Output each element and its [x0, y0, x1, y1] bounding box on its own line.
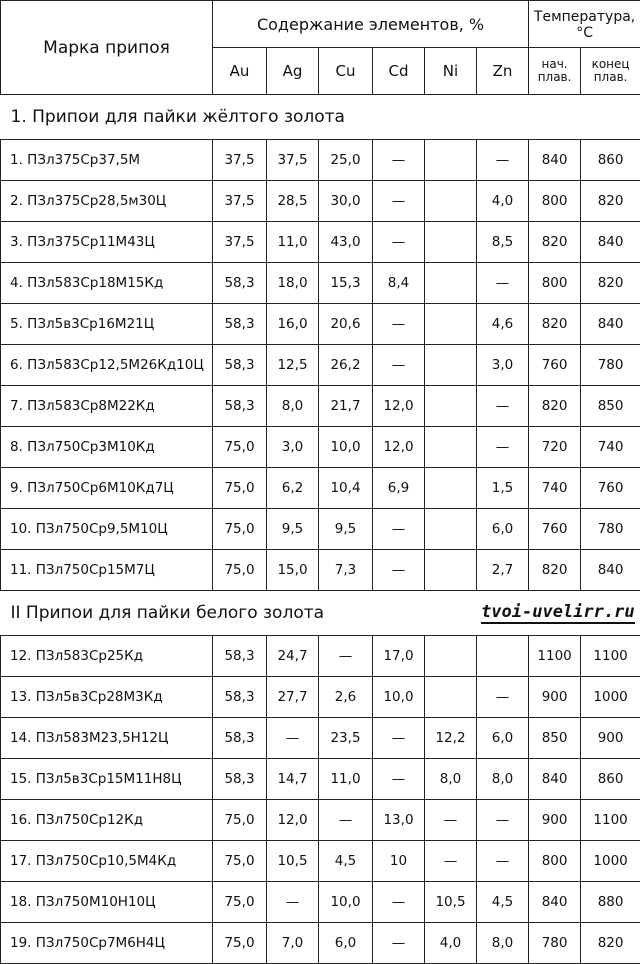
- cell-brand: 16. ПЗл750Ср12Кд: [1, 800, 213, 841]
- cell-cu: 6,0: [319, 923, 373, 964]
- cell-cu: 10,4: [319, 468, 373, 509]
- cell-ni: [425, 304, 477, 345]
- section-white-gold: [1, 591, 640, 636]
- cell-cd: 10,0: [373, 677, 425, 718]
- cell-au: 58,3: [213, 304, 267, 345]
- cell-ni: [425, 636, 477, 677]
- cell-ag: 8,0: [267, 386, 319, 427]
- cell-cd: 17,0: [373, 636, 425, 677]
- cell-brand: 12. ПЗл583Ср25Кд: [1, 636, 213, 677]
- cell-au: 75,0: [213, 800, 267, 841]
- cell-au: 37,5: [213, 140, 267, 181]
- table-row: [1, 841, 640, 882]
- cell-brand: 2. ПЗл375Ср28,5м30Ц: [1, 181, 213, 222]
- cell-t1: 1100: [529, 636, 581, 677]
- melt-end-header: конец плав.: [581, 48, 640, 95]
- cell-cd: —: [373, 222, 425, 263]
- cell-t2: 740: [581, 427, 640, 468]
- table-row: [1, 718, 640, 759]
- cell-ag: 24,7: [267, 636, 319, 677]
- cell-ni: [425, 509, 477, 550]
- cell-t2: 820: [581, 263, 640, 304]
- temperature-column-header: Температура, °С: [529, 1, 640, 48]
- cell-t1: 820: [529, 550, 581, 591]
- element-header-ni: Ni: [425, 48, 477, 95]
- cell-au: 58,3: [213, 345, 267, 386]
- table-row: [1, 222, 640, 263]
- cell-au: 75,0: [213, 427, 267, 468]
- cell-zn: —: [477, 800, 529, 841]
- cell-t1: 820: [529, 222, 581, 263]
- cell-cd: 12,0: [373, 427, 425, 468]
- cell-zn: —: [477, 263, 529, 304]
- cell-zn: 8,0: [477, 759, 529, 800]
- element-header-cu: Cu: [319, 48, 373, 95]
- cell-au: 75,0: [213, 923, 267, 964]
- cell-t2: 900: [581, 718, 640, 759]
- table-row: [1, 386, 640, 427]
- cell-ag: —: [267, 718, 319, 759]
- cell-zn: 3,0: [477, 345, 529, 386]
- cell-zn: 6,0: [477, 509, 529, 550]
- cell-ag: 16,0: [267, 304, 319, 345]
- cell-cu: —: [319, 636, 373, 677]
- cell-cd: —: [373, 718, 425, 759]
- section-title: 1. Припои для пайки жёлтого золота: [11, 107, 345, 127]
- cell-cd: —: [373, 923, 425, 964]
- table-row: [1, 677, 640, 718]
- cell-ag: 27,7: [267, 677, 319, 718]
- cell-ni: [425, 181, 477, 222]
- cell-cd: —: [373, 509, 425, 550]
- cell-ni: —: [425, 841, 477, 882]
- cell-cd: 8,4: [373, 263, 425, 304]
- cell-cd: 13,0: [373, 800, 425, 841]
- cell-t1: 740: [529, 468, 581, 509]
- table-row: [1, 304, 640, 345]
- table-row: [1, 636, 640, 677]
- cell-zn: 4,6: [477, 304, 529, 345]
- cell-t1: 840: [529, 882, 581, 923]
- cell-ag: 37,5: [267, 140, 319, 181]
- cell-t1: 900: [529, 677, 581, 718]
- cell-cd: —: [373, 140, 425, 181]
- cell-cu: 2,6: [319, 677, 373, 718]
- melt-start-header: нач. плав.: [529, 48, 581, 95]
- cell-au: 58,3: [213, 636, 267, 677]
- cell-cd: —: [373, 181, 425, 222]
- table-row: [1, 759, 640, 800]
- cell-zn: —: [477, 386, 529, 427]
- cell-ni: 10,5: [425, 882, 477, 923]
- cell-ag: 15,0: [267, 550, 319, 591]
- cell-cu: 43,0: [319, 222, 373, 263]
- cell-zn: 4,0: [477, 181, 529, 222]
- cell-brand: 17. ПЗл750Ср10,5М4Кд: [1, 841, 213, 882]
- cell-cd: —: [373, 550, 425, 591]
- cell-t2: 840: [581, 222, 640, 263]
- section-title: II Припои для пайки белого золота: [11, 603, 325, 623]
- cell-cu: 23,5: [319, 718, 373, 759]
- cell-brand: 4. ПЗл583Ср18М15Кд: [1, 263, 213, 304]
- cell-ni: 8,0: [425, 759, 477, 800]
- cell-brand: 3. ПЗл375Ср11М43Ц: [1, 222, 213, 263]
- cell-brand: 11. ПЗл750Ср15М7Ц: [1, 550, 213, 591]
- table-row: [1, 140, 640, 181]
- cell-au: 58,3: [213, 386, 267, 427]
- element-header-cd: Cd: [373, 48, 425, 95]
- cell-au: 37,5: [213, 222, 267, 263]
- cell-cu: 26,2: [319, 345, 373, 386]
- cell-t2: 780: [581, 509, 640, 550]
- cell-zn: —: [477, 677, 529, 718]
- cell-brand: 14. ПЗл583М23,5Н12Ц: [1, 718, 213, 759]
- cell-cu: —: [319, 800, 373, 841]
- cell-cu: 9,5: [319, 509, 373, 550]
- cell-ni: [425, 468, 477, 509]
- cell-t2: 820: [581, 181, 640, 222]
- cell-cu: 25,0: [319, 140, 373, 181]
- cell-t2: 1100: [581, 800, 640, 841]
- cell-ag: —: [267, 882, 319, 923]
- cell-cd: —: [373, 304, 425, 345]
- cell-ni: [425, 222, 477, 263]
- element-header-au: Au: [213, 48, 267, 95]
- cell-cd: —: [373, 345, 425, 386]
- cell-ag: 14,7: [267, 759, 319, 800]
- cell-zn: 4,5: [477, 882, 529, 923]
- table-row: [1, 800, 640, 841]
- cell-cu: 4,5: [319, 841, 373, 882]
- cell-au: 75,0: [213, 841, 267, 882]
- cell-cu: 15,3: [319, 263, 373, 304]
- cell-brand: 18. ПЗл750М10Н10Ц: [1, 882, 213, 923]
- cell-ag: 7,0: [267, 923, 319, 964]
- cell-cd: —: [373, 882, 425, 923]
- cell-cu: 7,3: [319, 550, 373, 591]
- cell-ni: —: [425, 800, 477, 841]
- cell-t2: 860: [581, 140, 640, 181]
- cell-t1: 840: [529, 140, 581, 181]
- cell-ag: 3,0: [267, 427, 319, 468]
- cell-ag: 11,0: [267, 222, 319, 263]
- cell-ni: 12,2: [425, 718, 477, 759]
- cell-t1: 820: [529, 304, 581, 345]
- table-row: [1, 923, 640, 964]
- cell-t1: 840: [529, 759, 581, 800]
- cell-au: 75,0: [213, 509, 267, 550]
- cell-ag: 18,0: [267, 263, 319, 304]
- cell-au: 75,0: [213, 550, 267, 591]
- cell-t2: 780: [581, 345, 640, 386]
- cell-ni: [425, 345, 477, 386]
- cell-au: 58,3: [213, 759, 267, 800]
- cell-zn: 8,5: [477, 222, 529, 263]
- cell-t2: 1100: [581, 636, 640, 677]
- cell-brand: 5. ПЗл5в3Ср16М21Ц: [1, 304, 213, 345]
- cell-ni: 4,0: [425, 923, 477, 964]
- cell-t1: 760: [529, 345, 581, 386]
- cell-ni: [425, 427, 477, 468]
- table-row: [1, 468, 640, 509]
- cell-cd: —: [373, 759, 425, 800]
- cell-ni: [425, 550, 477, 591]
- cell-brand: 9. ПЗл750Ср6М10Кд7Ц: [1, 468, 213, 509]
- section-yellow-gold: [1, 95, 640, 140]
- cell-au: 37,5: [213, 181, 267, 222]
- cell-t1: 850: [529, 718, 581, 759]
- cell-zn: 2,7: [477, 550, 529, 591]
- cell-t2: 820: [581, 923, 640, 964]
- cell-cd: 6,9: [373, 468, 425, 509]
- table-row: [1, 263, 640, 304]
- cell-au: 75,0: [213, 882, 267, 923]
- cell-t1: 800: [529, 263, 581, 304]
- cell-cu: 10,0: [319, 427, 373, 468]
- cell-au: 58,3: [213, 718, 267, 759]
- cell-t2: 760: [581, 468, 640, 509]
- cell-zn: 6,0: [477, 718, 529, 759]
- element-header-zn: Zn: [477, 48, 529, 95]
- cell-brand: 10. ПЗл750Ср9,5М10Ц: [1, 509, 213, 550]
- cell-brand: 1. ПЗл375Ср37,5М: [1, 140, 213, 181]
- cell-cu: 20,6: [319, 304, 373, 345]
- site-watermark: tvoi-uvelirr.ru: [481, 603, 635, 624]
- table-row: [1, 550, 640, 591]
- cell-cd: 10: [373, 841, 425, 882]
- cell-ni: [425, 677, 477, 718]
- cell-ag: 6,2: [267, 468, 319, 509]
- cell-zn: —: [477, 427, 529, 468]
- cell-t1: 800: [529, 841, 581, 882]
- table-row: [1, 345, 640, 386]
- cell-t1: 720: [529, 427, 581, 468]
- cell-t2: 880: [581, 882, 640, 923]
- cell-ag: 12,0: [267, 800, 319, 841]
- cell-t2: 840: [581, 550, 640, 591]
- cell-zn: —: [477, 841, 529, 882]
- cell-zn: [477, 636, 529, 677]
- cell-brand: 15. ПЗл5в3Ср15М11Н8Ц: [1, 759, 213, 800]
- cell-ag: 12,5: [267, 345, 319, 386]
- cell-brand: 8. ПЗл750Ср3М10Кд: [1, 427, 213, 468]
- cell-t2: 1000: [581, 677, 640, 718]
- cell-t2: 860: [581, 759, 640, 800]
- cell-cu: 21,7: [319, 386, 373, 427]
- table-row: [1, 882, 640, 923]
- cell-t1: 760: [529, 509, 581, 550]
- cell-t1: 780: [529, 923, 581, 964]
- table-row: [1, 181, 640, 222]
- cell-brand: 13. ПЗл5в3Ср28М3Кд: [1, 677, 213, 718]
- cell-t1: 820: [529, 386, 581, 427]
- cell-brand: 19. ПЗл750Ср7М6Н4Ц: [1, 923, 213, 964]
- cell-ag: 9,5: [267, 509, 319, 550]
- cell-cu: 11,0: [319, 759, 373, 800]
- cell-brand: 7. ПЗл583Ср8М22Кд: [1, 386, 213, 427]
- cell-brand: 6. ПЗл583Ср12,5М26Кд10Ц: [1, 345, 213, 386]
- element-header-ag: Ag: [267, 48, 319, 95]
- cell-zn: 1,5: [477, 468, 529, 509]
- cell-cu: 30,0: [319, 181, 373, 222]
- cell-t2: 840: [581, 304, 640, 345]
- cell-cd: 12,0: [373, 386, 425, 427]
- cell-au: 58,3: [213, 677, 267, 718]
- content-column-header: Содержание элементов, %: [213, 1, 529, 48]
- cell-ag: 28,5: [267, 181, 319, 222]
- cell-ni: [425, 386, 477, 427]
- cell-ag: 10,5: [267, 841, 319, 882]
- brand-column-header: Марка припоя: [1, 1, 213, 95]
- cell-au: 75,0: [213, 468, 267, 509]
- cell-t1: 800: [529, 181, 581, 222]
- cell-ni: [425, 263, 477, 304]
- cell-zn: —: [477, 140, 529, 181]
- cell-t2: 850: [581, 386, 640, 427]
- table-row: [1, 427, 640, 468]
- cell-cu: 10,0: [319, 882, 373, 923]
- cell-au: 58,3: [213, 263, 267, 304]
- cell-t2: 1000: [581, 841, 640, 882]
- table-row: [1, 509, 640, 550]
- cell-zn: 8,0: [477, 923, 529, 964]
- cell-t1: 900: [529, 800, 581, 841]
- cell-ni: [425, 140, 477, 181]
